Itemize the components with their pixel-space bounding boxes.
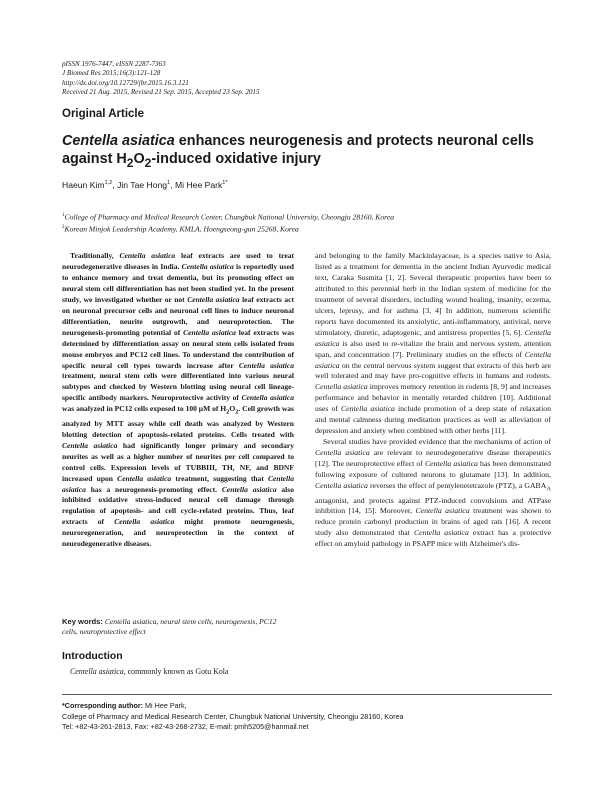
author-list: Haeun Kim$^{1,2}$, Jin Tae Hong$^1$, Mi Hee Park$^{1*}$ bbox=[62, 180, 228, 190]
body-text: extract has a protective effect on amyloid pathology in PSAPP mice with Alzheimer's dis- bbox=[315, 528, 552, 549]
body-text: reverses the effect of pentylenetetrazole (PTZ), a GABA bbox=[367, 481, 547, 491]
abstract-text: treatment, neural stem cells were differentiated into various neural subtypes and checked by Western blotting using neural cell lineage-specific antibody markers. Neuroprotective activity of bbox=[62, 371, 294, 403]
body-species: Centella asiatica bbox=[424, 459, 478, 469]
author-3-affil: 1* bbox=[222, 180, 228, 187]
abstract-text: also inhibited oxidative stress-induced neural cell damage through regulation of apoptosis- and cell cycle-related proteins. Thus, leaf extracts of bbox=[62, 484, 294, 527]
body-species: Centella asiatica bbox=[315, 349, 551, 370]
abstract-species: Centella asiatica bbox=[241, 393, 295, 403]
abstract-text: leaf extracts act on neuronal precursor cells and neuronal cell lines to induce neuronal differentiation, neurite outgrowth, and neuroprotection. The neurogenesis-promoting potential of bbox=[62, 294, 294, 337]
abstract-text: is reportedly used to enhance memory and treat dementia, but its promoting effect on neural stem cell differentiation has not been studied yet. In the present study, we investigated whether or not bbox=[62, 261, 294, 304]
corresponding-author-name: Mi Hee Park, bbox=[143, 701, 187, 710]
body-subscript: A bbox=[546, 485, 551, 493]
body-text: is also used to re-vitalize the brain and nervous system, attention span, and concentration [7]. Preliminary studies on the effects of bbox=[315, 338, 551, 359]
title-line2-b: -induced oxidative injury bbox=[151, 151, 321, 167]
abstract-species: Centella asiatica bbox=[221, 484, 277, 494]
body-species: Centella asiatica bbox=[315, 327, 551, 348]
corresponding-author-line bbox=[62, 701, 403, 712]
body-text: has been demonstrated following exposure of cultured neurons to glutamate [13]. In addition, bbox=[315, 459, 551, 480]
abstract-text: . Cell growth was analyzed by MTT assay while cell death was analyzed by Western blotting detection of apoptosis-related proteins. Cells treated with bbox=[62, 404, 294, 439]
affiliation-1-marker: 1 bbox=[62, 213, 65, 218]
abstract-species: Centella asiatica bbox=[62, 473, 294, 494]
doi-link[interactable]: http://dx.doi.org/10.12729/jbr.2015.16.3.121 bbox=[62, 78, 189, 87]
intro-text: , commonly known as Gotu Kola bbox=[123, 667, 229, 676]
author-1-affil: 1,2 bbox=[104, 180, 113, 187]
abstract-species: Centella asiatica bbox=[238, 360, 294, 370]
citation-line: J Biomed Res 2015;16(3):121-128 bbox=[62, 69, 161, 78]
body-paragraph-2 bbox=[315, 437, 551, 550]
abstract-species: Centella asiatica bbox=[119, 251, 176, 260]
abstract bbox=[62, 251, 294, 550]
abstract-subscript: 2 bbox=[235, 408, 239, 416]
corresponding-author-address: College of Pharmacy and Medical Research Center, Chungbuk National University, Cheongju 28160, Korea bbox=[62, 711, 404, 721]
body-species: Centella asiatica bbox=[415, 506, 470, 516]
abstract-text: leaf extracts are used to treat neurodegenerative diseases in India. bbox=[62, 251, 295, 271]
abstract-species: Centella asiatica bbox=[187, 294, 240, 304]
introduction-heading: Introduction bbox=[62, 651, 123, 662]
title-sub2: 2 bbox=[144, 155, 152, 170]
title-line1: enhances neurogenesis and protects neuronal cells bbox=[174, 133, 534, 149]
abstract-subscript: 2 bbox=[226, 408, 230, 416]
intro-species: Centella asiatica bbox=[70, 667, 124, 676]
abstract-species: Centella asiatica bbox=[181, 261, 234, 271]
abstract-text: leaf extracts was determined by differentiation assay on neural stem cells isolated from mouse embryos and PC12 cell lines. To understand the contribution of specific neural cell types towards increase after bbox=[62, 327, 295, 370]
affiliation-2 bbox=[62, 223, 394, 235]
article-type: Original Article bbox=[62, 108, 145, 120]
body-species: Centella asiatica bbox=[413, 528, 469, 538]
footnote-divider bbox=[62, 694, 552, 695]
title-sub1: 2 bbox=[126, 155, 134, 170]
author-3: Mi Hee Park bbox=[175, 180, 223, 190]
abstract-text: had significantly longer primary and secondary neurites as well as a higher number of neurites per cell compared to control cells. Expression levels of TUBBIII, TH, NF, and BDNF increased upon bbox=[62, 440, 294, 483]
body-text: include promotion of a deep state of relaxation and mental calmness during meditation practices as well as alleviation of depression and anxiety when combined with other herbs [11]. bbox=[315, 404, 551, 436]
abstract-species: Centella asiatica bbox=[114, 517, 175, 527]
issn-line: pISSN 1976-7447, eISSN 2287-7363 bbox=[62, 60, 166, 68]
affiliation-2-text: Korean Minjok Leadership Academy, KMLA, Hoengseong-gun 25268, Korea bbox=[64, 224, 299, 234]
title-line2-a: against H bbox=[62, 151, 127, 167]
title-species: Centella asiatica bbox=[62, 133, 175, 149]
abstract-text: Traditionally, bbox=[70, 251, 120, 260]
body-text: antagonist, and protects against PTZ-induced convulsions and ATPase inhibition [14, 15]. Moreover, bbox=[315, 495, 551, 516]
title-mid: O bbox=[133, 151, 145, 167]
body-paragraph-1 bbox=[315, 251, 551, 437]
body-text: and belonging to the family Mackinlayaceae, is a species native to Asia, listed as a treatment for dementia in the ancient Indian Ayurvedic medical text, Caraka Susmita [1, 2]. Several therapeutic properties have been to attributed to this perennial herb in the Indian system of medicine for the treatment of several disorders, including wound healing, insanity, eczema, ulcers, leprosy, and for asthma [3, 4] In addition, numerous scientific reports have documented its anxiolytic, anti-inflammatory, antiviral, nerve stimulatory, diuretic, adaptogenic, and antistress properties [5, 6]. bbox=[315, 251, 551, 337]
body-text: treatment was shown to reduce protein carbonyl production in brains of aged rats [16]. A recent study also demonstrated that bbox=[315, 506, 551, 538]
author-2: Jin Tae Hong bbox=[117, 180, 168, 190]
author-1: Haeun Kim bbox=[62, 180, 105, 190]
body-right-column bbox=[315, 251, 551, 550]
corresponding-author-label: *Corresponding author: bbox=[62, 701, 144, 710]
corresponding-author-contact: Tel: +82-43-261-2813, Fax: +82-43-268-2732, E-mail: pmh5205@hanmail.net bbox=[62, 722, 309, 732]
body-text: Several studies have provided evidence that the mechanisms of action of bbox=[323, 437, 551, 447]
keywords bbox=[62, 617, 294, 638]
affiliation-1 bbox=[62, 211, 394, 223]
abstract-species: Centella asiatica bbox=[62, 440, 118, 450]
affiliations bbox=[62, 211, 394, 235]
body-species: Centella asiatica bbox=[315, 481, 368, 491]
body-species: Centella asiatica bbox=[341, 404, 395, 414]
body-species: Centella asiatica bbox=[315, 382, 368, 392]
author-2-affil: 1 bbox=[167, 180, 171, 187]
abstract-species: Centella asiatica bbox=[183, 327, 236, 337]
article-title bbox=[62, 132, 552, 172]
abstract-species: Centella asiatica bbox=[117, 473, 172, 483]
abstract-text: might promote neurogenesis, neuroregeneration, and neuroprotection in the context of neurodegenerative diseases. bbox=[62, 517, 294, 549]
abstract-text: was analyzed in PC12 cells exposed to 100 μM of H bbox=[62, 404, 227, 414]
abstract-text: has a neurogenesis-promoting effect. bbox=[85, 484, 222, 494]
body-text: are relevant to neurodegenerative disease therapeutics [12]. The neuroprotective effect of bbox=[315, 448, 551, 469]
introduction-text bbox=[62, 667, 294, 678]
corresponding-author-footnote bbox=[62, 701, 403, 733]
abstract-text: treatment, suggesting that bbox=[171, 473, 268, 483]
history-line: Received 21 Aug. 2015, Revised 21 Sep. 2015, Accepted 23 Sep. 2015 bbox=[62, 88, 260, 97]
affiliation-2-marker: 2 bbox=[62, 224, 65, 230]
body-species: Centella asiatica bbox=[315, 448, 370, 458]
body-text: on the central nervous system suggest that extracts of this herb are well tolerated and may have pro-cognitive effects in humans and rodents. bbox=[315, 360, 551, 381]
keywords-label: Key words: bbox=[62, 617, 103, 626]
body-text: improves memory retention in rodents [8, 9] and increases performance and behavior in mentally retarded children [10]. Additional uses of bbox=[315, 382, 551, 414]
abstract-text: O bbox=[229, 404, 236, 414]
journal-header bbox=[62, 60, 260, 98]
keywords-text: Centella asiatica, neural stem cells, neurogenesis, PC12 cells, neuroprotective effect bbox=[62, 617, 277, 637]
affiliation-1-text: College of Pharmacy and Medical Research Center, Chungbuk National University, Cheongju 28160, Korea bbox=[64, 212, 395, 222]
